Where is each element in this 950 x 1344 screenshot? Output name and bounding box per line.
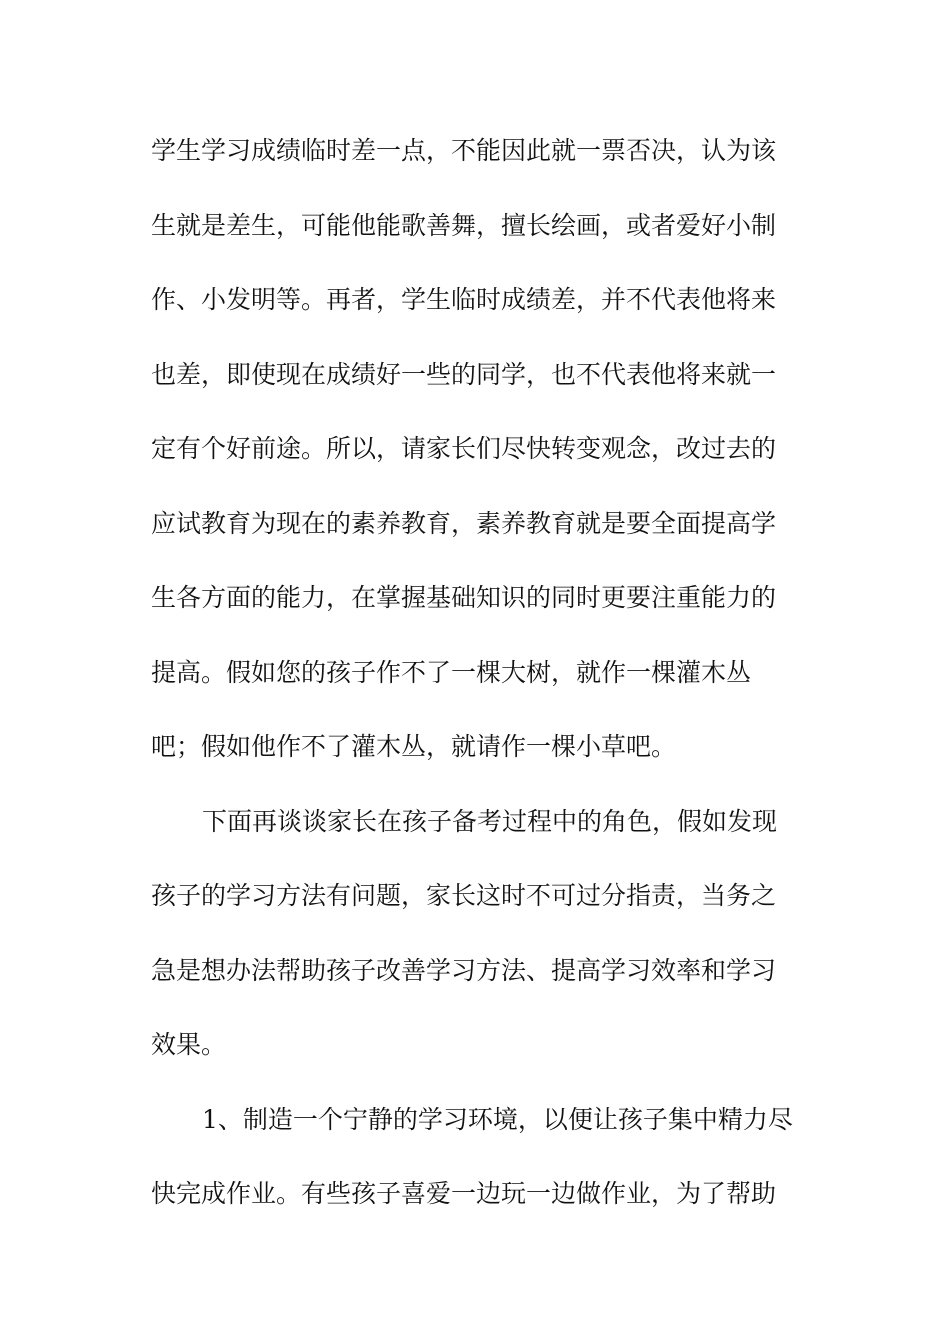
text-line: 效果。 — [151, 1030, 227, 1059]
text-line: 生就是差生，可能他能歌善舞，擅长绘画，或者爱好小制 — [151, 210, 777, 240]
paragraph-first-line: 下面再谈谈家长在孩子备考过程中的角色，假如发现 — [202, 806, 778, 836]
text-line: 定有个好前途。所以，请家长们尽快转变观念，改过去的 — [151, 434, 777, 463]
text-line: 急是想办法帮助孩子改善学习方法、提高学习效率和学习 — [151, 955, 777, 985]
body-text — [151, 128, 811, 1246]
numbered-item-first-line: 1、制造一个宁静的学习环境，以便让孩子集中精力尽 — [202, 1104, 793, 1134]
text-line: 提高。假如您的孩子作不了一棵大树，就作一棵灌木丛 — [151, 657, 752, 687]
text-line: 快完成作业。有些孩子喜爱一边玩一边做作业，为了帮助 — [151, 1179, 777, 1208]
text-line: 作、小发明等。再者，学生临时成绩差，并不代表他将来 — [151, 285, 777, 314]
text-line: 也差，即使现在成绩好一些的同学，也不代表他将来就一 — [151, 359, 777, 389]
text-line: 吧；假如他作不了灌木丛，就请作一棵小草吧。 — [151, 732, 677, 761]
text-line: 应试教育为现在的素养教育，素养教育就是要全面提高学 — [151, 508, 777, 538]
text-line: 孩子的学习方法有问题，家长这时不可过分指责，当务之 — [151, 881, 777, 910]
text-line: 生各方面的能力，在掌握基础知识的同时更要注重能力的 — [151, 583, 777, 612]
text-line: 学生学习成绩临时差一点，不能因此就一票否决，认为该 — [151, 136, 777, 165]
